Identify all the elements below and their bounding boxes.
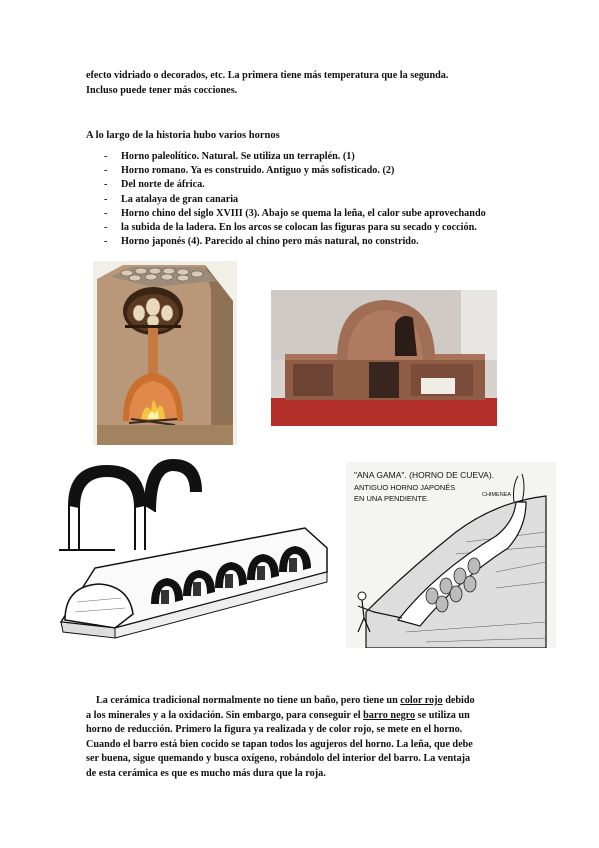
chinese-kiln-drawing: [55, 452, 331, 656]
list-item: - Horno japonés (4). Parecido al chino pero más natural, no constrido.: [104, 235, 486, 249]
sketch-caption-2: ANTIGUO HORNO JAPONÉS: [354, 483, 456, 492]
intro-line-1: efecto vidriado o decorados, etc. La primera tiene más temperatura que la segunda.: [86, 70, 449, 81]
list-item: - Horno romano. Ya es construido. Antiguo y más sofisticado. (2): [104, 164, 486, 178]
oven-list: [104, 150, 486, 249]
japanese-anagama-sketch: [346, 462, 556, 648]
paragraph-line: Cuando el barro está bien cocido se tapan todos los agujeros del horno. La leña, que debe: [86, 738, 473, 750]
list-item: - Del norte de áfrica.: [104, 178, 486, 192]
barro-negro-text: barro negro: [363, 709, 416, 721]
paragraph-line: horno de reducción. Primero la figura ya realizada y de color rojo, se mete en el horno.: [86, 724, 463, 736]
section-heading: A lo largo de la historia hubo varios hornos: [86, 130, 280, 141]
intro-line-2: Incluso puede tener más cocciones.: [86, 85, 238, 96]
list-item: - Horno paleolítico. Natural. Se utiliza un terraplén. (1): [104, 150, 486, 164]
sketch-caption-1: "ANA GAMA". (HORNO DE CUEVA).: [354, 470, 495, 480]
paragraph-line: La cerámica tradicional normalmente no tiene un baño, pero tiene un color rojo debido: [96, 695, 475, 706]
paleolithic-kiln-illustration: [93, 261, 237, 445]
paragraph-line: ser buena, sigue quemando y busca oxígeno, robándolo del interior del barro. La ventaja: [86, 753, 471, 765]
color-rojo-text: color rojo: [400, 695, 443, 706]
paragraph-line: a los minerales y a la oxidación. Sin embargo, para conseguir el barro negro se utiliza un: [86, 709, 470, 721]
sketch-label-chimney: CHIMENEA: [482, 492, 512, 498]
sketch-caption-3: EN UNA PENDIENTE.: [354, 494, 430, 503]
paragraph-line: de esta cerámica es que es mucho más dura que la roja.: [86, 767, 326, 779]
closing-paragraph: [86, 694, 526, 782]
list-item: - La atalaya de gran canaria: [104, 193, 486, 207]
roman-kiln-photo: [271, 290, 497, 426]
list-item-continuation: - la subida de la ladera. En los arcos se colocan las figuras para su secado y cocción.: [104, 221, 486, 235]
list-item: - Horno chino del siglo XVIII (3). Abajo se quema la leña, el calor sube aprovechando: [104, 207, 486, 221]
